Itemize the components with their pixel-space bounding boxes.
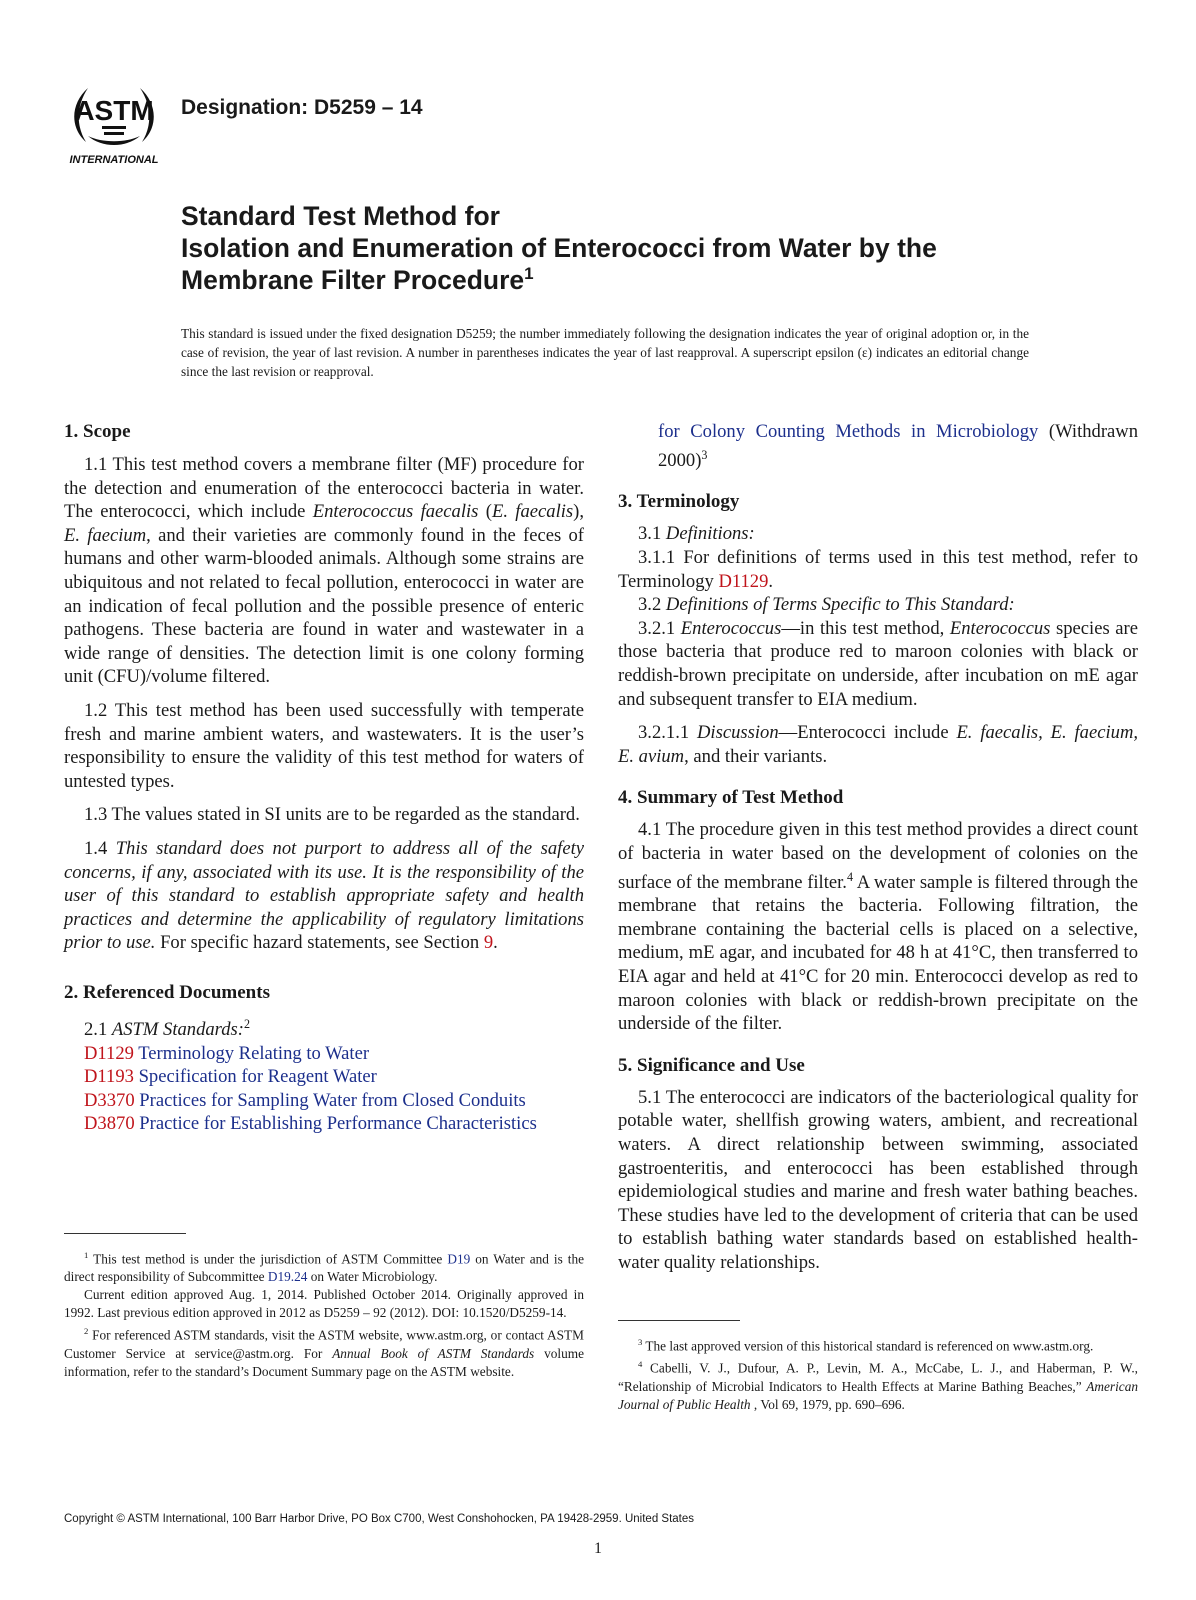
page-number: 1 <box>594 1540 602 1557</box>
summary-para-4-1: 4.1 The procedure given in this test method provides a direct count of bacteria in water based on the development of colonies on the surface of the membrane filter.$^4$ A water sample is filtered through the membrane that retains the bacteria. Following filtration, the membrane containing the bacterial cells is placed on a selective, medium, mE agar, and incubated for 48 h at 41°C, then transferred to EIA agar and held at 41°C for 20 min. Enterococci develop as red to maroon colonies with black or reddish-brown precipitate on the underside of the filter. <box>618 819 1138 1035</box>
d19-link[interactable]: D19 <box>447 1251 471 1267</box>
astm-standards-sub: 2.1 ASTM Standards:$^2$ <box>84 1016 250 1041</box>
footnote-3: $^3$ The last approved version of this historical standard is referenced on www.astm.org. <box>638 1337 1094 1354</box>
terminology-heading: 3. Terminology <box>618 491 740 513</box>
left-column <box>64 420 584 1136</box>
term-3-2: 3.2 Definitions of Terms Specific to This Standard: <box>638 594 1015 616</box>
astm-logo <box>64 68 170 168</box>
title-footnote-mark: 1 <box>524 264 534 284</box>
term-3-2-1-1: 3.2.1.1 Discussion—Enterococci include E. faecalis, E. faecium, E. avium, and their variants. <box>618 722 1139 767</box>
right-footnotes <box>618 1320 1138 1414</box>
scope-para-1-3: 1.3 The values stated in SI units are to be regarded as the standard. <box>84 804 580 826</box>
right-column <box>618 420 1138 1275</box>
logo-text: ASTM <box>74 95 154 126</box>
referenced-heading: 2. Referenced Documents <box>64 981 270 1003</box>
scope-para-1-1: 1.1 This test method covers a membrane filter (MF) procedure for the detection and enumeration of the enterococci bacteria in water. The enterococci, which include Enterococcus faecalis (E. faecalis), E. faecium, and their varieties are commonly found in the feces of humans and other warm-blooded animals. Although some strains are ubiquitous and not related to fecal pollution, enterococci in water are an indication of fecal pollution and the possible presence of enteric pathogens. These bacteria are found in water and wastewater in a wide range of densities. The detection limit is one colony forming unit (CFU)/volume filtered. <box>64 454 585 688</box>
reference-d3870[interactable]: D3870 Practice for Establishing Performance Characteristics <box>84 1113 537 1135</box>
section-9-link[interactable]: 9 <box>483 932 494 954</box>
title-line-3 <box>181 264 1121 296</box>
designation: Designation: D5259 – 14 <box>181 96 423 119</box>
term-3-2-1: 3.2.1 Enterococcus—in this test method, Enterococcus species are those bacteria that produce red to maroon colonies with black or reddish-brown precipitate on underside, after incubation on mE agar and subsequent transfer to EIA medium. <box>618 617 1138 710</box>
summary-heading: 4. Summary of Test Method <box>618 787 844 809</box>
left-footnotes <box>64 1233 584 1381</box>
reference-list <box>64 1042 584 1136</box>
term-3-1-1: 3.1.1 For definitions of terms used in this test method, refer to Terminology D1129. <box>618 546 1138 592</box>
significance-para-5-1: 5.1 The enterococci are indicators of the bacteriological quality for potable water, shellfish growing waters, ambient, and recreational waters. A direct relationship between swimming, associated gastroenteritis, and enterococci has been established through epidemiological studies and marine and fresh water bathing beaches. These studies have led to the development of criteria that can be used to establish bathing water standards based on established health-water quality relationships. <box>618 1086 1138 1273</box>
footnote-2: $^2$ For referenced ASTM standards, visit the ASTM website, www.astm.org, or contact ASTM Customer Service at service@astm.org. For Annual Book of ASTM Standards volume information, refer to the standard’s Document Summary page on the ASTM website. <box>64 1326 584 1379</box>
title-line-1: Standard Test Method for <box>181 201 500 231</box>
footnote-1: $^1$ This test method is under the jurisdiction of ASTM Committee D19 on Water and is the direct responsibility of Subcommittee D19.24 on Water Microbiology. <box>64 1250 585 1285</box>
footnote-4: $^4$ Cabelli, V. J., Dufour, A. P., Levin, M. A., McCabe, L. J., and Haberman, P. W., “Relationship of Microbial Indicators to Health Effects at Marine Bathing Beaches,” American Journal of Public Health , Vol 69, 1979, pp. 690–696. <box>618 1359 1138 1412</box>
significance-heading: 5. Significance and Use <box>618 1054 805 1076</box>
issued-note: This standard is issued under the fixed designation D5259; the number immediately following the designation indicates the year of original adoption or, in the case of revision, the year of last revision. A number in parentheses indicates the year of last reapproval. A superscript epsilon (ε) indicates an editorial change since the last revision or reapproval. <box>181 326 1029 379</box>
reference-d1193[interactable]: D1193 Specification for Reagent Water <box>84 1066 377 1088</box>
document-title <box>181 200 1121 296</box>
term-3-1: 3.1 Definitions: <box>638 523 755 545</box>
scope-para-1-4: 1.4 This standard does not purport to address all of the safety concerns, if any, associated with its use. It is the responsibility of the user of this standard to establish appropriate safety and health practices and determine the applicability of regulatory limitations prior to use. For specific hazard statements, see Section 9. <box>64 837 584 954</box>
d19-24-link[interactable]: D19.24 <box>267 1269 308 1285</box>
title-line-3-text: Membrane Filter Procedure <box>181 265 525 295</box>
copyright-notice: Copyright © ASTM International, 100 Barr Harbor Drive, PO Box C700, West Conshohocken, PA 19428-2959. United States <box>64 1513 695 1525</box>
title-line-2: Isolation and Enumeration of Enterococci from Water by the <box>181 233 937 263</box>
reference-d3870-continued: for Colony Counting Methods in Microbiology (Withdrawn 2000)$^3$ <box>658 421 1138 471</box>
scope-heading: 1. Scope <box>64 421 131 442</box>
logo-subtext: INTERNATIONAL <box>69 154 159 166</box>
reference-d3370[interactable]: D3370 Practices for Sampling Water from Closed Conduits <box>84 1089 526 1111</box>
reference-d1129[interactable]: D1129 Terminology Relating to Water <box>84 1042 370 1064</box>
d1129-link[interactable]: D1129 <box>718 570 769 592</box>
footnote-1-edition: Current edition approved Aug. 1, 2014. Published October 2014. Originally approved in 1992. Last previous edition approved in 2012 as D5259 – 92 (2012). DOI: 10.1520/D5259-14. <box>64 1287 584 1321</box>
scope-para-1-2: 1.2 This test method has been used successfully with temperate fresh and marine ambient waters, and wastewaters. It is the user’s responsibility to ensure the validity of this test method for waters of untested types. <box>64 699 584 792</box>
